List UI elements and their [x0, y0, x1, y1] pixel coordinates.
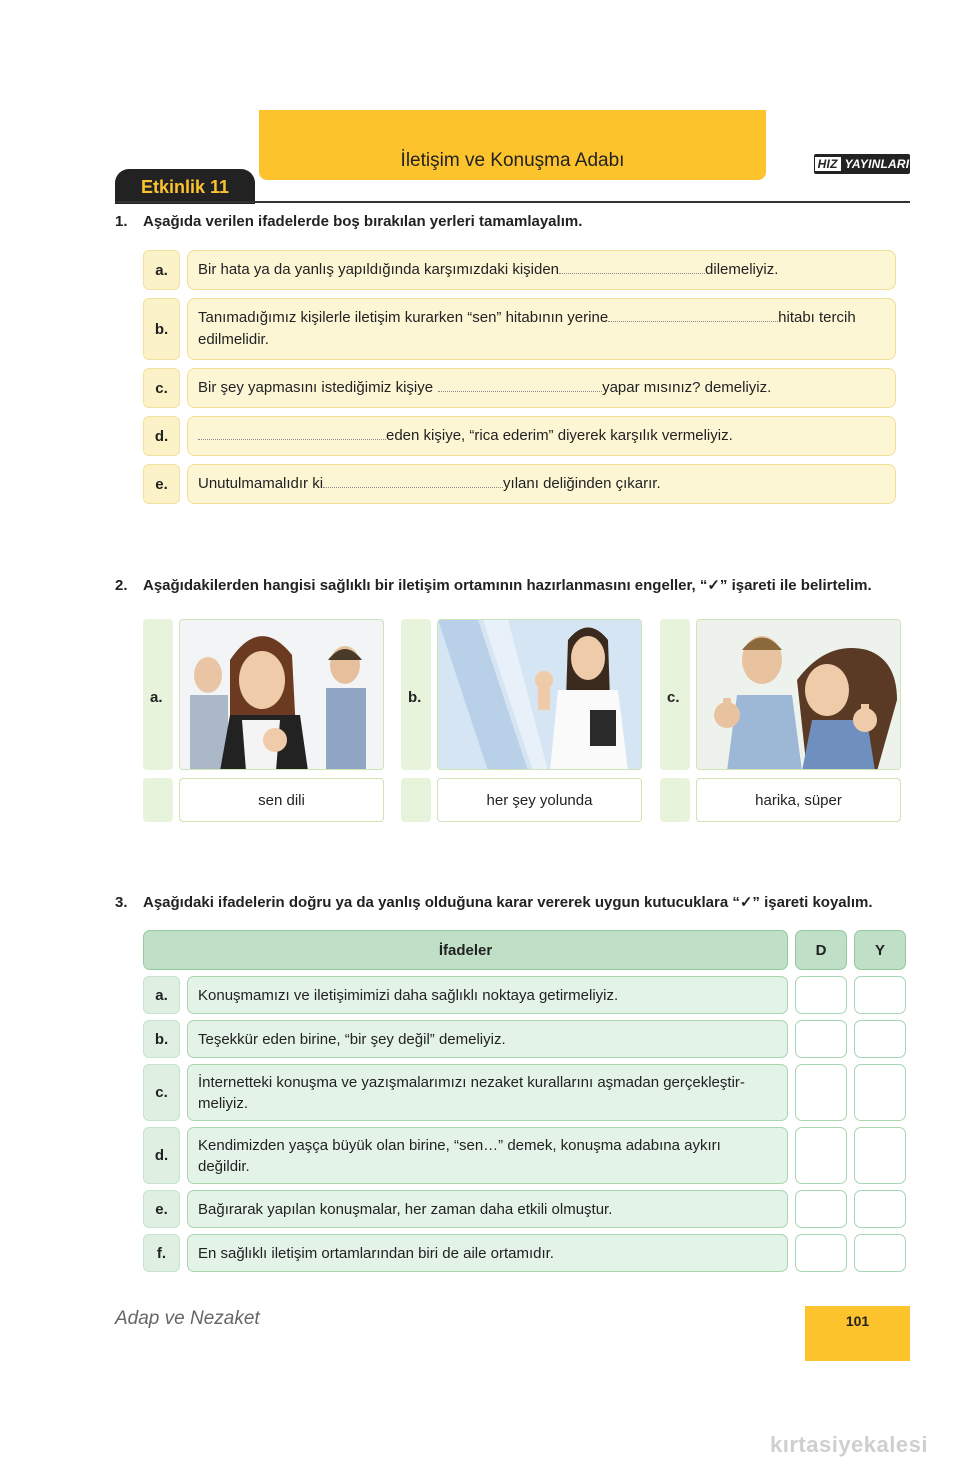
table-header-d: D	[795, 930, 847, 970]
publisher-logo: HIZ YAYINLARI	[814, 154, 910, 174]
check-box-d[interactable]	[795, 1234, 847, 1272]
question-1: 1. Aşağıda verilen ifadelerde boş bırakılan yerleri tamamlayalım.	[115, 213, 583, 230]
check-box-d[interactable]	[795, 1064, 847, 1121]
q2-letter-b: b.	[408, 689, 422, 706]
q1-letter-a: a.	[143, 250, 180, 290]
check-box-y[interactable]	[854, 1190, 906, 1228]
q2-caption-a: sen dili	[179, 778, 384, 822]
check-box-y[interactable]	[854, 1064, 906, 1121]
q1-letter-b: b.	[143, 298, 180, 360]
q2-check-b[interactable]	[401, 778, 431, 822]
q2-letter-a: a.	[150, 689, 163, 706]
activity-badge: Etkinlik 11	[115, 169, 255, 204]
table-row-statement: Konuşmamızı ve iletişimimizi daha sağlıklı noktaya getirmeliyiz.	[187, 976, 788, 1014]
question-3: 3. Aşağıdaki ifadelerin doğru ya da yanlış olduğuna karar vererek uygun kutucuklara “✓” işareti koyalım.	[115, 894, 873, 911]
table-row-letter: a.	[143, 976, 180, 1014]
page-number: 101	[805, 1306, 910, 1361]
page-title: İletişim ve Konuşma Adabı	[400, 150, 625, 171]
question-2: 2. Aşağıdakilerden hangisi sağlıklı bir iletişim ortamının hazırlanmasını engeller, “✓” işareti ile belirtelim.	[115, 577, 872, 594]
q1-item-c: Bir şey yapmasını istediğimiz kişiye yapar mısınız? demeliyiz.	[187, 368, 896, 408]
q2-caption-c: harika, süper	[696, 778, 901, 822]
table-row-letter: d.	[143, 1127, 180, 1184]
q1-letter-d: d.	[143, 416, 180, 456]
q1-item-d: eden kişiye, “rica ederim” diyerek karşılık vermeliyiz.	[187, 416, 896, 456]
table-header-y: Y	[854, 930, 906, 970]
photo-thumbs-up-couple	[696, 619, 901, 770]
table-row-statement: İnternetteki konuşma ve yazışmalarımızı nezaket kurallarını aşmadan gerçekleştir- meliyiz.	[187, 1064, 788, 1121]
table-row-letter: c.	[143, 1064, 180, 1121]
photo-ok-sign-woman	[437, 619, 642, 770]
q2-check-c[interactable]	[660, 778, 690, 822]
check-box-y[interactable]	[854, 1020, 906, 1058]
q1-item-b: Tanımadığımız kişilerle iletişim kurarken “sen” hitabının yerine hitabı tercih edilmelidir.	[187, 298, 896, 360]
footer-section-title: Adap ve Nezaket	[115, 1308, 260, 1329]
table-row-statement: Kendimizden yaşça büyük olan birine, “sen…” demek, konuşma adabına aykırı değildir.	[187, 1127, 788, 1184]
check-box-y[interactable]	[854, 1127, 906, 1184]
check-box-d[interactable]	[795, 976, 847, 1014]
table-row-letter: f.	[143, 1234, 180, 1272]
table-row-statement: Teşekkür eden birine, “bir şey değil” demeliyiz.	[187, 1020, 788, 1058]
q1-item-e: Unutulmamalıdır ki yılanı deliğinden çıkarır.	[187, 464, 896, 504]
table-header-statements: İfadeler	[143, 930, 788, 970]
check-box-d[interactable]	[795, 1020, 847, 1058]
fill-blank[interactable]	[438, 377, 602, 392]
q1-letter-c: c.	[143, 368, 180, 408]
check-box-d[interactable]	[795, 1190, 847, 1228]
check-box-y[interactable]	[854, 976, 906, 1014]
q2-caption-b: her şey yolunda	[437, 778, 642, 822]
table-row-letter: e.	[143, 1190, 180, 1228]
table-row-statement: Bağırarak yapılan konuşmalar, her zaman daha etkili olmuştur.	[187, 1190, 788, 1228]
check-box-d[interactable]	[795, 1127, 847, 1184]
q2-letter-c: c.	[667, 689, 680, 706]
q1-letter-e: e.	[143, 464, 180, 504]
fill-blank[interactable]	[198, 425, 386, 440]
check-box-y[interactable]	[854, 1234, 906, 1272]
q1-item-a: Bir hata ya da yanlış yapıldığında karşımızdaki kişiden dilemeliyiz.	[187, 250, 896, 290]
q2-check-a[interactable]	[143, 778, 173, 822]
fill-blank[interactable]	[323, 473, 503, 488]
watermark: kırtasiyekalesi	[770, 1432, 928, 1457]
table-row-statement: En sağlıklı iletişim ortamlarından biri de aile ortamıdır.	[187, 1234, 788, 1272]
header-rule	[115, 201, 910, 203]
fill-blank[interactable]	[608, 307, 778, 322]
photo-pointing-woman	[179, 619, 384, 770]
fill-blank[interactable]	[559, 259, 705, 274]
table-row-letter: b.	[143, 1020, 180, 1058]
